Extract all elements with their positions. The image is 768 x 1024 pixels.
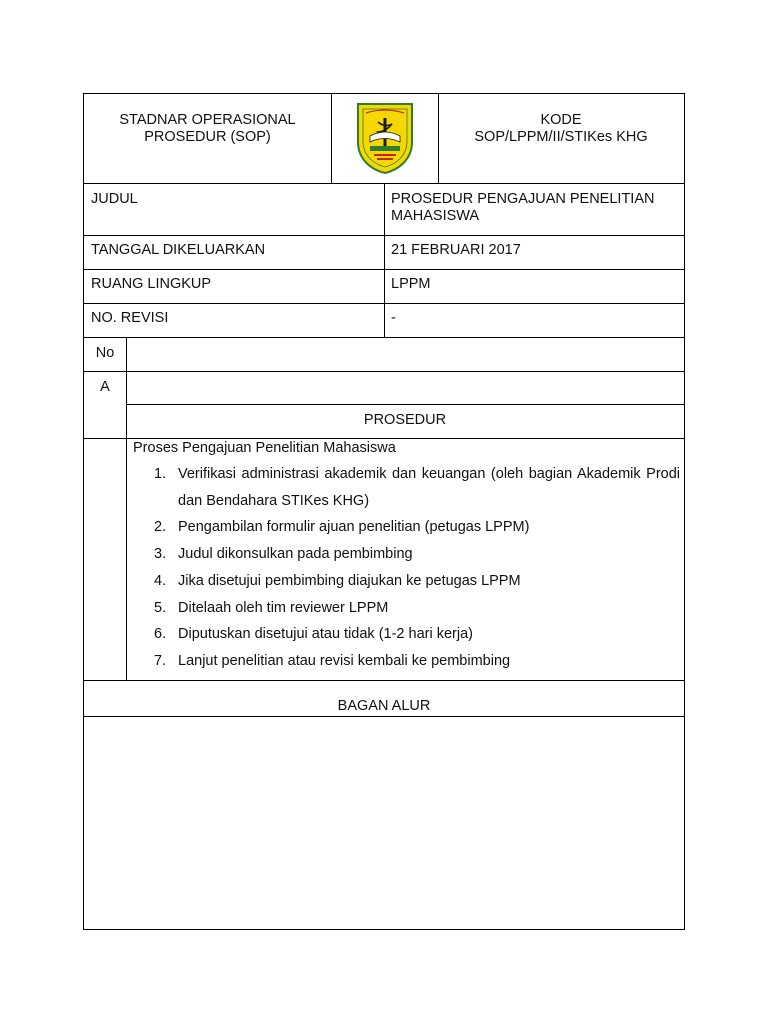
kode-label: KODE	[540, 112, 582, 128]
sop-title-line1: STADNAR OPERASIONAL	[119, 112, 296, 128]
list-item: 4. Jika disetujui pembimbing diajukan ke petugas LPPM	[154, 572, 521, 589]
column-no-header: No	[95, 345, 115, 361]
sop-title	[84, 112, 331, 146]
tanggal-value: 21 FEBRUARI 2017	[391, 242, 521, 258]
institution-crest-icon	[356, 102, 414, 174]
divider	[126, 404, 684, 405]
judul-value-line2: MAHASISWA	[391, 208, 480, 224]
tanggal-label: TANGGAL DIKELUARKAN	[91, 242, 266, 258]
revisi-label: NO. REVISI	[91, 310, 169, 326]
bagan-alur-heading: BAGAN ALUR	[337, 698, 431, 714]
revisi-value: -	[391, 310, 396, 326]
judul-value	[391, 191, 654, 225]
institution-logo	[356, 102, 414, 174]
ruang-lingkup-value: LPPM	[391, 276, 431, 292]
list-item: 3. Judul dikonsulkan pada pembimbing	[154, 546, 413, 563]
list-item: 2. Pengambilan formulir ajuan penelitian (petugas LPPM)	[154, 519, 530, 536]
list-item: 6. Diputuskan disetujui atau tidak (1-2 hari kerja)	[154, 626, 473, 643]
judul-value-line1: PROSEDUR PENGAJUAN PENELITIAN	[391, 191, 655, 207]
list-item: 5. Ditelaah oleh tim reviewer LPPM	[154, 599, 389, 616]
divider	[84, 371, 684, 372]
prosedur-heading: PROSEDUR	[363, 412, 447, 428]
divider	[84, 337, 684, 338]
flowchart-area	[84, 716, 684, 929]
judul-label: JUDUL	[91, 191, 138, 207]
row-a-label: A	[100, 379, 110, 395]
procedure-cell	[84, 438, 684, 680]
divider	[384, 183, 385, 337]
divider	[331, 94, 332, 183]
list-item: 1. Verifikasi administrasi akademik dan keuangan (oleh bagian Akademik Prodi dan Bendahara STIKes KHG)	[154, 466, 680, 509]
process-title: Proses Pengajuan Penelitian Mahasiswa	[133, 440, 396, 456]
divider	[84, 680, 684, 681]
kode-cell	[438, 112, 684, 146]
ruang-lingkup-label: RUANG LINGKUP	[91, 276, 212, 292]
sop-title-line2: PROSEDUR (SOP)	[144, 129, 271, 145]
list-item: 7. Lanjut penelitian atau revisi kembali ke pembimbing	[154, 652, 511, 669]
procedure-steps	[132, 461, 680, 675]
kode-value: SOP/LPPM/II/STIKes KHG	[474, 129, 648, 145]
sop-document	[83, 93, 685, 930]
